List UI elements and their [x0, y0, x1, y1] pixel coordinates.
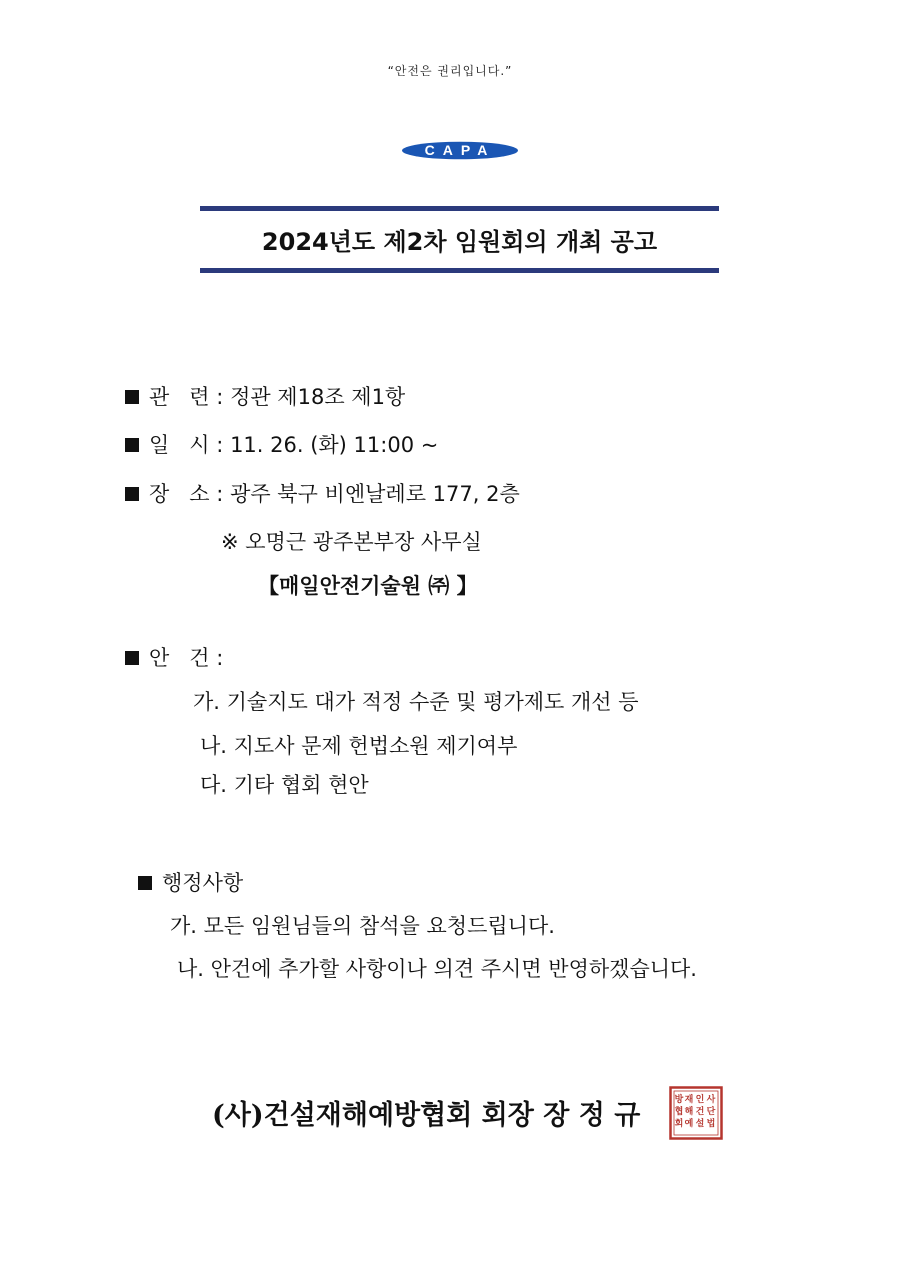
signature: (사)건설재해예방협회 회장 장 정 규	[212, 1100, 641, 1131]
svg-text:재: 재	[684, 1095, 694, 1105]
svg-text:협: 협	[674, 1107, 684, 1117]
motto: “안전은 권리입니다.”	[387, 64, 513, 78]
info-value: 11. 26. (화) 11:00 ~	[230, 433, 439, 457]
admin-item: 나. 안건에 추가할 사항이나 의견 주시면 반영하겠습니다.	[177, 957, 697, 981]
square-bullet-icon	[125, 438, 139, 452]
admin-item: 가. 모든 임원님들의 참석을 요청드립니다.	[170, 914, 555, 938]
svg-text:건: 건	[695, 1107, 705, 1117]
agenda-item: 다. 기타 협회 현안	[200, 773, 369, 797]
info-sep: :	[216, 482, 224, 506]
place-company: 【매일안전기술원 ㈜ 】	[258, 574, 478, 598]
square-bullet-icon	[125, 487, 139, 501]
svg-text:예: 예	[684, 1119, 694, 1129]
admin-heading	[138, 867, 243, 897]
logo-text: CAPA	[424, 142, 496, 158]
title-rule-bottom	[200, 268, 719, 273]
capa-logo	[401, 141, 519, 160]
info-row-datetime	[125, 429, 438, 459]
agenda-sep: :	[216, 646, 224, 670]
admin-label: 행정사항	[162, 871, 244, 895]
agenda-item: 나. 지도사 문제 헌법소원 제기여부	[200, 734, 518, 758]
svg-text:인: 인	[695, 1095, 705, 1105]
svg-text:단: 단	[706, 1107, 716, 1117]
info-label: 일 시	[149, 433, 210, 457]
info-sep: :	[216, 433, 224, 457]
square-bullet-icon	[125, 390, 139, 404]
svg-text:사: 사	[706, 1095, 716, 1105]
info-row-place	[125, 478, 520, 508]
info-value: 광주 북구 비엔날레로 177, 2층	[230, 482, 520, 506]
svg-text:방: 방	[674, 1095, 684, 1105]
page-title: 2024년도 제2차 임원회의 개최 공고	[261, 228, 658, 256]
info-label: 장 소	[149, 482, 210, 506]
title-rule-top	[200, 206, 719, 211]
svg-text:법: 법	[706, 1119, 716, 1129]
agenda-label: 안 건	[149, 646, 210, 670]
info-sep: :	[216, 385, 224, 409]
square-bullet-icon	[125, 651, 139, 665]
square-bullet-icon	[138, 876, 152, 890]
svg-text:해: 해	[684, 1107, 694, 1117]
info-row-related	[125, 381, 405, 411]
official-seal-icon	[669, 1086, 723, 1140]
info-label: 관 련	[149, 385, 210, 409]
info-value: 정관 제18조 제1항	[230, 385, 406, 409]
agenda-heading	[125, 642, 223, 672]
svg-text:회: 회	[674, 1119, 684, 1129]
svg-text:설: 설	[695, 1119, 705, 1129]
place-note: ※ 오명근 광주본부장 사무실	[221, 530, 482, 554]
agenda-item: 가. 기술지도 대가 적정 수준 및 평가제도 개선 등	[193, 690, 639, 714]
